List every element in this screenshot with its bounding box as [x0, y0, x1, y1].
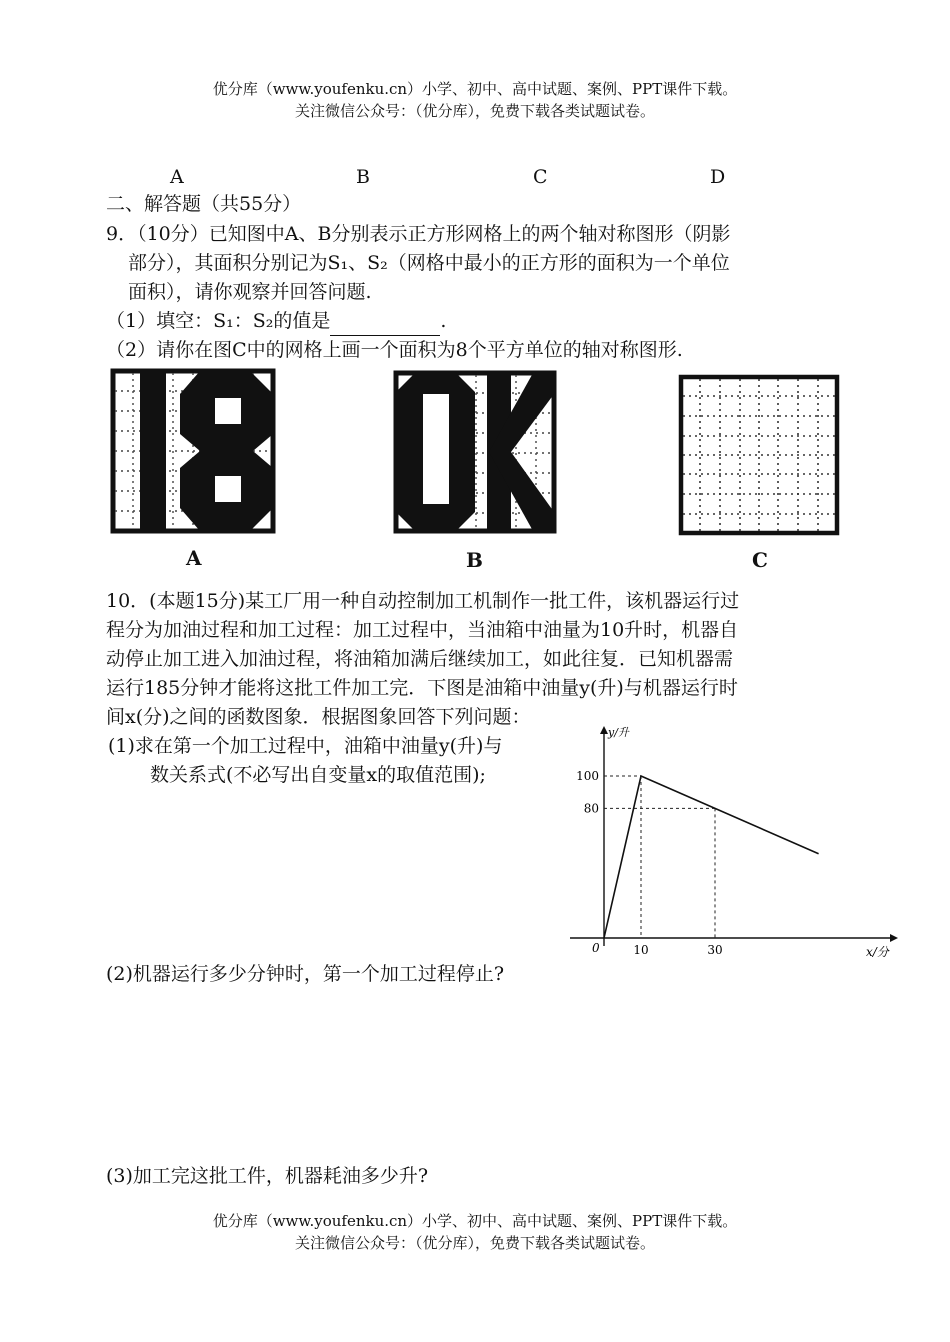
figure-a-label: A	[186, 546, 202, 570]
option-a: A	[170, 166, 184, 188]
chart-labels	[576, 726, 891, 959]
y-tick-label-0: 80	[583, 801, 599, 816]
figure-b	[393, 370, 557, 534]
q10-sub-1a: (1)求在第一个加工过程中，油箱中油量y(升)与	[108, 735, 503, 757]
figure-a	[110, 368, 276, 534]
option-c: C	[533, 166, 548, 188]
q10-line-5: 间x(分)之间的函数图象．根据图象回答下列问题：	[106, 706, 531, 728]
header-line-1: 优分库（www.youfenku.cn）小学、初中、高中试题、案例、PPT课件下载。	[212, 80, 738, 98]
option-d: D	[710, 166, 726, 188]
q10-sub-3: (3)加工完这批工件，机器耗油多少升?	[106, 1165, 429, 1187]
footer-line-1: 优分库（www.youfenku.cn）小学、初中、高中试题、案例、PPT课件下载。	[212, 1212, 738, 1230]
origin-label: 0	[592, 941, 600, 955]
y-tick-label-1: 100	[576, 769, 599, 783]
q9-part-1-end: .	[440, 310, 447, 332]
y-axis-label: y/升	[608, 726, 629, 739]
q10-sub-1b: 数关系式(不必写出自变量x的取值范围);	[150, 764, 486, 786]
q10-line-2: 程分为加油过程和加工过程：加工过程中，当油箱中油量为10升时，机器自	[106, 619, 739, 641]
x-axis-arrow	[890, 934, 898, 942]
q9-line-2: 部分），其面积分别记为S₁、S₂（网格中最小的正方形的面积为一个单位	[128, 252, 730, 274]
chart-axes	[570, 726, 898, 946]
chart-series	[604, 776, 819, 938]
answer-blank[interactable]	[330, 315, 440, 336]
q9-part-1	[106, 307, 446, 336]
footer-line-2: 关注微信公众号：（优分库），免费下载各类试题试卷。	[294, 1234, 655, 1252]
q9-line-3: 面积），请你观察并回答问题.	[128, 281, 372, 303]
q10-line-3: 动停止加工进入加油过程，将油箱加满后继续加工，如此往复．已知机器需	[106, 648, 734, 670]
x-axis-label: x/分	[866, 945, 889, 959]
x-tick-label-1: 30	[707, 943, 723, 957]
y-axis-arrow	[600, 726, 608, 734]
oil-chart	[560, 722, 905, 968]
x-tick-label-0: 10	[633, 943, 649, 957]
section-title: 二、解答题（共55分）	[106, 193, 302, 215]
figure-c-grid[interactable]	[678, 374, 840, 536]
q9-line-1: 9．（10分）已知图中A、B分别表示正方形网格上的两个轴对称图形（阴影	[106, 223, 731, 245]
figure-b-label: B	[466, 548, 483, 572]
q9-part-2: （2）请你在图C中的网格上画一个面积为8个平方单位的轴对称图形.	[106, 339, 683, 361]
figure-c-label: C	[752, 548, 768, 572]
q10-line-4: 运行185分钟才能将这批工件加工完．下图是油箱中油量y(升)与机器运行时	[106, 677, 738, 699]
q10-sub-2: (2)机器运行多少分钟时，第一个加工过程停止?	[106, 963, 505, 985]
q9-part-1-text: （1）填空：S₁：S₂的值是	[106, 310, 331, 332]
series-line-0	[604, 776, 819, 938]
q10-line-1: 10．(本题15分)某工厂用一种自动控制加工机制作一批工件，该机器运行过	[106, 590, 740, 612]
option-b: B	[356, 166, 370, 188]
header-line-2: 关注微信公众号：（优分库），免费下载各类试题试卷。	[294, 102, 655, 120]
